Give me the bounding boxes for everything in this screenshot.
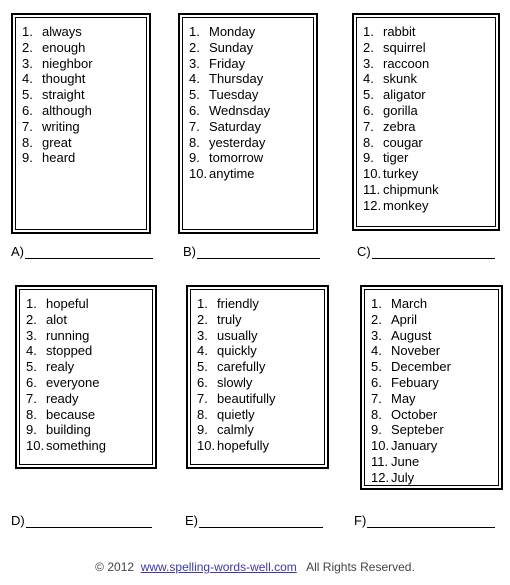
list-item (363, 198, 495, 214)
answer-blank-e[interactable] (199, 515, 323, 528)
spelling-word: slowly (217, 374, 253, 390)
list-item (26, 328, 152, 344)
word-list-a (22, 24, 146, 166)
list-item (371, 343, 498, 359)
item-number: 9. (26, 422, 37, 438)
word-list-box-f (360, 285, 503, 490)
spelling-word: truly (217, 311, 242, 327)
word-list-box-d (15, 285, 157, 469)
spelling-word: Saturday (209, 118, 262, 134)
item-number: 5. (189, 87, 200, 103)
answer-line-a (11, 243, 153, 259)
spelling-word: straight (42, 87, 85, 103)
list-item (363, 119, 495, 135)
item-number: 3. (197, 327, 208, 343)
spelling-word: usually (217, 327, 258, 343)
list-item (22, 56, 146, 72)
item-number: 7. (26, 390, 37, 406)
word-list-f (371, 296, 498, 486)
item-number: 10. (371, 438, 390, 454)
answer-label-e: E) (185, 513, 198, 528)
spelling-word: squirrel (383, 39, 426, 55)
spelling-word: gorilla (383, 102, 418, 118)
list-item (26, 391, 152, 407)
list-item (26, 438, 152, 454)
spelling-word: quickly (217, 343, 257, 359)
item-number: 11. (363, 181, 381, 197)
list-item (363, 135, 495, 151)
item-number: 5. (197, 359, 208, 375)
word-list-box-c (352, 13, 500, 231)
list-item (363, 40, 495, 56)
item-number: 7. (371, 390, 382, 406)
answer-line-b (183, 243, 320, 259)
spelling-word: December (391, 359, 451, 375)
list-item (363, 24, 495, 40)
item-number: 10. (363, 166, 382, 182)
spelling-word: Wednsday (209, 102, 271, 118)
item-number: 11. (371, 453, 389, 469)
word-list-box-a (11, 13, 151, 234)
list-item (189, 24, 313, 40)
spelling-word: rabbit (383, 24, 416, 39)
answer-blank-d[interactable] (26, 515, 152, 528)
spelling-word: turkey (383, 166, 419, 182)
item-number: 10. (26, 438, 45, 454)
item-number: 2. (197, 311, 208, 327)
word-list-b (189, 24, 313, 182)
spelling-word: nieghbor (42, 55, 93, 71)
spelling-word: Sunday (209, 39, 254, 55)
spelling-word: hopefully (217, 438, 270, 454)
list-item (371, 407, 498, 423)
spelling-word: cougar (383, 134, 423, 150)
item-number: 1. (26, 296, 37, 311)
list-item (26, 343, 152, 359)
answer-line-d (11, 512, 152, 528)
item-number: 8. (22, 134, 33, 150)
item-number: 6. (197, 374, 208, 390)
item-number: 3. (22, 55, 33, 71)
spelling-word: ready (46, 390, 79, 406)
spelling-word: alot (46, 311, 67, 327)
list-item (363, 150, 495, 166)
list-item (371, 438, 498, 454)
answer-blank-c[interactable] (372, 246, 495, 259)
list-item (22, 71, 146, 87)
list-item (371, 391, 498, 407)
spelling-word: October (391, 406, 438, 422)
list-item (22, 24, 146, 40)
item-number: 8. (371, 406, 382, 422)
item-number: 1. (363, 24, 374, 39)
footer-rights: All Rights Reserved. (306, 560, 415, 574)
list-item (189, 166, 313, 182)
item-number: 2. (363, 39, 374, 55)
spelling-word: Monday (209, 24, 256, 39)
item-number: 5. (26, 359, 37, 375)
list-item (22, 40, 146, 56)
item-number: 9. (189, 150, 200, 166)
list-item (363, 182, 495, 198)
spelling-word: calmly (217, 422, 254, 438)
spelling-word: aligator (383, 87, 426, 103)
list-item (197, 328, 324, 344)
list-item (26, 375, 152, 391)
list-item (22, 103, 146, 119)
item-number: 7. (22, 118, 33, 134)
item-number: 4. (22, 71, 33, 87)
item-number: 9. (371, 422, 382, 438)
spelling-word: Septeber (391, 422, 444, 438)
item-number: 2. (22, 39, 33, 55)
list-item (363, 103, 495, 119)
spelling-word: chipmunk (383, 181, 439, 197)
item-number: 1. (197, 296, 208, 311)
item-number: 10. (189, 166, 208, 182)
item-number: 3. (189, 55, 200, 71)
answer-label-b: B) (183, 244, 196, 259)
item-number: 4. (189, 71, 200, 87)
list-item (197, 407, 324, 423)
item-number: 9. (22, 150, 33, 166)
spelling-word: something (46, 438, 106, 454)
answer-label-d: D) (11, 513, 25, 528)
list-item (189, 40, 313, 56)
spelling-word: Thursday (209, 71, 264, 87)
word-list-e (197, 296, 324, 454)
spelling-word: Friday (209, 55, 246, 71)
list-item (189, 119, 313, 135)
list-item (26, 359, 152, 375)
list-item (371, 296, 498, 312)
item-number: 2. (189, 39, 200, 55)
spelling-word: anytime (209, 166, 255, 182)
list-item (371, 470, 498, 486)
list-item (189, 103, 313, 119)
item-number: 12. (363, 197, 382, 213)
answer-blank-b[interactable] (197, 246, 320, 259)
list-item (197, 422, 324, 438)
spelling-word: June (391, 453, 420, 469)
item-number: 4. (363, 71, 374, 87)
list-item (197, 438, 324, 454)
spelling-word: March (391, 296, 428, 311)
item-number: 5. (363, 87, 374, 103)
spelling-word: stopped (46, 343, 93, 359)
spelling-word: carefully (217, 359, 266, 375)
item-number: 8. (189, 134, 200, 150)
answer-blank-f[interactable] (367, 515, 495, 528)
spelling-word: building (46, 422, 91, 438)
word-list-box-b (178, 13, 318, 234)
list-item (197, 391, 324, 407)
spelling-word: Tuesday (209, 87, 259, 103)
answer-line-c (357, 243, 495, 259)
item-number: 6. (371, 374, 382, 390)
spelling-word: tiger (383, 150, 409, 166)
list-item (363, 71, 495, 87)
item-number: 8. (197, 406, 208, 422)
item-number: 12. (371, 469, 390, 485)
spelling-word: May (391, 390, 416, 406)
item-number: 9. (197, 422, 208, 438)
footer-copyright: © 2012 (95, 560, 135, 574)
item-number: 6. (22, 102, 33, 118)
list-item (26, 312, 152, 328)
item-number: 8. (26, 406, 37, 422)
item-number: 1. (371, 296, 382, 311)
word-list-box-e (186, 285, 329, 469)
spelling-word: always (42, 24, 82, 39)
list-item (22, 87, 146, 103)
item-number: 4. (26, 343, 37, 359)
footer-link[interactable]: www.spelling-words-well.com (140, 560, 297, 574)
list-item (197, 359, 324, 375)
list-item (371, 375, 498, 391)
answer-label-a: A) (11, 244, 24, 259)
spelling-word: Febuary (391, 374, 439, 390)
list-item (371, 328, 498, 344)
list-item (22, 150, 146, 166)
item-number: 6. (189, 102, 200, 118)
spelling-word: beautifully (217, 390, 276, 406)
spelling-word: Noveber (391, 343, 441, 359)
list-item (371, 422, 498, 438)
item-number: 1. (22, 24, 33, 39)
list-item (22, 135, 146, 151)
answer-label-c: C) (357, 244, 371, 259)
spelling-word: January (391, 438, 438, 454)
item-number: 2. (26, 311, 37, 327)
spelling-word: great (42, 134, 72, 150)
item-number: 7. (189, 118, 200, 134)
spelling-word: zebra (383, 118, 416, 134)
list-item (363, 87, 495, 103)
item-number: 7. (197, 390, 208, 406)
spelling-word: although (42, 102, 92, 118)
spelling-word: because (46, 406, 96, 422)
list-item (189, 135, 313, 151)
list-item (26, 407, 152, 423)
item-number: 3. (363, 55, 374, 71)
spelling-word: heard (42, 150, 76, 166)
spelling-word: August (391, 327, 432, 343)
list-item (189, 56, 313, 72)
item-number: 10. (197, 438, 216, 454)
list-item (197, 375, 324, 391)
spelling-word: yesterday (209, 134, 266, 150)
footer (0, 560, 510, 574)
item-number: 6. (363, 102, 374, 118)
list-item (189, 87, 313, 103)
answer-line-e (185, 512, 323, 528)
list-item (189, 71, 313, 87)
spelling-word: quietly (217, 406, 255, 422)
list-item (26, 422, 152, 438)
spelling-word: friendly (217, 296, 259, 311)
list-item (197, 296, 324, 312)
item-number: 5. (22, 87, 33, 103)
list-item (371, 454, 498, 470)
list-item (371, 359, 498, 375)
spelling-word: raccoon (383, 55, 430, 71)
list-item (22, 119, 146, 135)
item-number: 5. (371, 359, 382, 375)
spelling-word: hopeful (46, 296, 89, 311)
answer-line-f (354, 512, 495, 528)
item-number: 3. (371, 327, 382, 343)
item-number: 2. (371, 311, 382, 327)
item-number: 9. (363, 150, 374, 166)
list-item (371, 312, 498, 328)
spelling-word: monkey (383, 197, 429, 213)
list-item (26, 296, 152, 312)
list-item (197, 312, 324, 328)
list-item (197, 343, 324, 359)
item-number: 1. (189, 24, 200, 39)
item-number: 4. (371, 343, 382, 359)
spelling-word: realy (46, 359, 75, 375)
spelling-word: July (391, 469, 415, 485)
spelling-word: tomorrow (209, 150, 264, 166)
item-number: 6. (26, 374, 37, 390)
word-list-c (363, 24, 495, 214)
answer-blank-a[interactable] (25, 246, 153, 259)
list-item (363, 166, 495, 182)
list-item (363, 56, 495, 72)
list-item (189, 150, 313, 166)
item-number: 3. (26, 327, 37, 343)
spelling-word: writing (42, 118, 80, 134)
spelling-word: everyone (46, 374, 100, 390)
answer-label-f: F) (354, 513, 367, 528)
word-list-d (26, 296, 152, 454)
spelling-word: thought (42, 71, 86, 87)
spelling-word: running (46, 327, 90, 343)
spelling-word: April (391, 311, 418, 327)
item-number: 8. (363, 134, 374, 150)
item-number: 4. (197, 343, 208, 359)
spelling-word: skunk (383, 71, 417, 87)
item-number: 7. (363, 118, 374, 134)
spelling-word: enough (42, 39, 86, 55)
